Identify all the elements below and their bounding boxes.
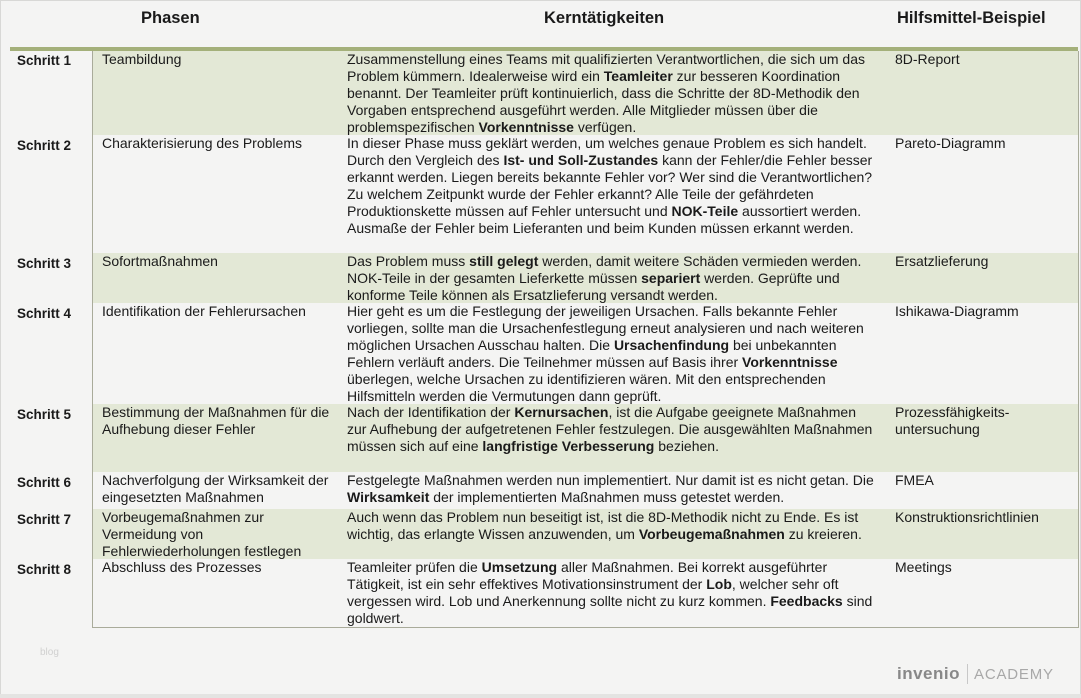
bold-keyword: Vorbeugemaßnahmen xyxy=(638,526,785,542)
bold-keyword: Ursachenfindung xyxy=(613,337,730,353)
activity-cell: Das Problem muss still gelegt werden, damit weitere Schäden vermieden werden. NOK-Teile in der gesamten Lieferkette müssen separiert werden. Geprüfte und konforme Teile können als Ersatzlieferung versandt werden. xyxy=(347,253,862,303)
step-label: Schritt 2 xyxy=(17,138,72,153)
tool-cell: Ersatzlieferung xyxy=(895,253,989,269)
bold-keyword: Vorkenntnisse xyxy=(478,119,574,135)
step-label: Schritt 1 xyxy=(17,53,72,68)
step-label: Schritt 6 xyxy=(17,475,72,490)
activity-cell: Teamleiter prüfen die Umsetzung aller Maßnahmen. Bei korrekt ausgeführter Tätigkeit, ist ein sehr effektives Motivationsinstrument der Lob, welcher sehr oft vergessen wird. Lob und Anerkennung sollte nicht zu kurz kommen. Feedbacks sind goldwert. xyxy=(347,559,873,626)
invenio-academy-logo xyxy=(897,664,1054,684)
header-hilfsmittel: Hilfsmittel-Beispiel xyxy=(897,9,1046,27)
bottom-edge xyxy=(0,694,1081,698)
activity-cell: Zusammenstellung eines Teams mit qualifizierten Verantwortlichen, die sich um das Problem kümmern. Idealerweise wird ein Teamleiter zur besseren Koordination benannt. Der Teamleiter prüft kontinuierlich, dass die Schritte der 8D-Methodik den Vorgaben entsprechend ausgeführt werden. Alle Mitglieder müssen über die problemspezifischen Vorkenntnisse verfügen. xyxy=(347,51,865,135)
header-kerntaetigkeiten: Kerntätigkeiten xyxy=(544,9,665,27)
activity-cell: Auch wenn das Problem nun beseitigt ist, ist die 8D-Methodik nicht zu Ende. Es ist wichtig, das erlangte Wissen anzuwenden, um Vorbeugemaßnahmen zu kreieren. xyxy=(347,509,862,542)
logo-suffix: ACADEMY xyxy=(974,665,1054,683)
bold-keyword: Feedbacks xyxy=(770,593,843,609)
phase-cell: Bestimmung der Maßnahmen für die Aufhebung dieser Fehler xyxy=(102,404,330,437)
bold-keyword: still gelegt xyxy=(469,253,539,269)
bold-keyword: Umsetzung xyxy=(481,559,558,575)
logo-brand: invenio xyxy=(897,664,961,683)
table-row xyxy=(93,51,1078,135)
tool-cell: Meetings xyxy=(895,559,952,575)
process-table xyxy=(92,51,1079,628)
activity-cell: In dieser Phase muss geklärt werden, um welches genaue Problem es sich handelt. Durch den Vergleich des Ist- und Soll-Zustandes kann der Fehler/die Fehler besser erkannt werden. Liegen bereits bekannte Fehler vor? Wer sind die Verantwortlichen? Zu welchem Zeitpunkt wurde der Fehler erkannt? Alle Teile der gefährdeten Produktionskette müssen auf Fehler untersucht und NOK-Teile aussortiert werden. Ausmaße der Fehler beim Lieferanten und beim Kunden müssen erkannt werden. xyxy=(347,135,873,236)
bold-keyword: NOK-Teile xyxy=(671,203,739,219)
tool-cell: 8D-Report xyxy=(895,51,960,67)
logo-separator xyxy=(967,664,968,684)
bold-keyword: Wirksamkeit xyxy=(347,489,430,505)
tool-cell: Prozessfähigkeits-untersuchung xyxy=(895,404,1010,437)
step-label: Schritt 4 xyxy=(17,306,72,321)
tool-cell: Pareto-Diagramm xyxy=(895,135,1006,151)
table-row xyxy=(93,509,1078,559)
bold-keyword: Kernursachen xyxy=(514,404,609,420)
phase-cell: Identifikation der Fehlerursachen xyxy=(102,303,306,319)
tool-cell: Konstruktionsrichtlinien xyxy=(895,509,1039,525)
activity-cell: Festgelegte Maßnahmen werden nun implementiert. Nur damit ist es nicht getan. Die Wirksamkeit der implementierten Maßnahmen muss getestet werden. xyxy=(347,472,874,505)
phase-cell: Vorbeugemaßnahmen zur Vermeidung von Fehlerwiederholungen festlegen xyxy=(102,509,302,559)
phase-cell: Abschluss des Prozesses xyxy=(102,559,262,575)
table-row xyxy=(93,404,1078,472)
bold-keyword: langfristige Verbesserung xyxy=(482,438,655,454)
bold-keyword: Teamleiter xyxy=(603,68,673,84)
phase-cell: Teambildung xyxy=(102,51,182,67)
phase-cell: Charakterisierung des Problems xyxy=(102,135,302,151)
step-label: Schritt 8 xyxy=(17,562,72,577)
activity-cell: Nach der Identifikation der Kernursachen, ist die Aufgabe geeignete Maßnahmen zur Aufhebung der aufgetretenen Fehler festzulegen. Die ausgewählten Maßnahmen müssen sich auf eine langfristige Verbesserung beziehen. xyxy=(347,404,873,454)
table-row xyxy=(93,253,1078,303)
table-row xyxy=(93,472,1078,509)
bold-keyword: Lob xyxy=(706,576,732,592)
header-phasen: Phasen xyxy=(141,9,200,27)
step-label: Schritt 7 xyxy=(17,512,72,527)
bold-keyword: separiert xyxy=(641,270,701,286)
blog-watermark: blog xyxy=(40,647,59,658)
phase-cell: Sofortmaßnahmen xyxy=(102,253,218,269)
bold-keyword: Ist- und Soll-Zustandes xyxy=(503,152,659,168)
tool-cell: FMEA xyxy=(895,472,934,488)
step-label: Schritt 3 xyxy=(17,256,72,271)
tool-cell: Ishikawa-Diagramm xyxy=(895,303,1019,319)
table-row xyxy=(93,559,1078,627)
step-label: Schritt 5 xyxy=(17,407,72,422)
table-row xyxy=(93,303,1078,404)
table-row xyxy=(93,135,1078,253)
phase-cell: Nachverfolgung der Wirksamkeit der eingesetzten Maßnahmen xyxy=(102,472,329,505)
bold-keyword: Vorkenntnisse xyxy=(742,354,838,370)
activity-cell: Hier geht es um die Festlegung der jeweiligen Ursachen. Falls bekannte Fehler vorliegen, sollte man die Ursachenfestlegung erneut analysieren und nach weiteren möglichen Ursachen Ausschau halten. Die Ursachenfindung bei unbekannten Fehlern verläuft anders. Die Teilnehmer müssen auf Basis ihrer Vorkenntnisse überlegen, welche Ursachen zu identifizieren wären. Mit den entsprechenden Hilfsmitteln werden die Vermutungen dann geprüft. xyxy=(347,303,864,404)
